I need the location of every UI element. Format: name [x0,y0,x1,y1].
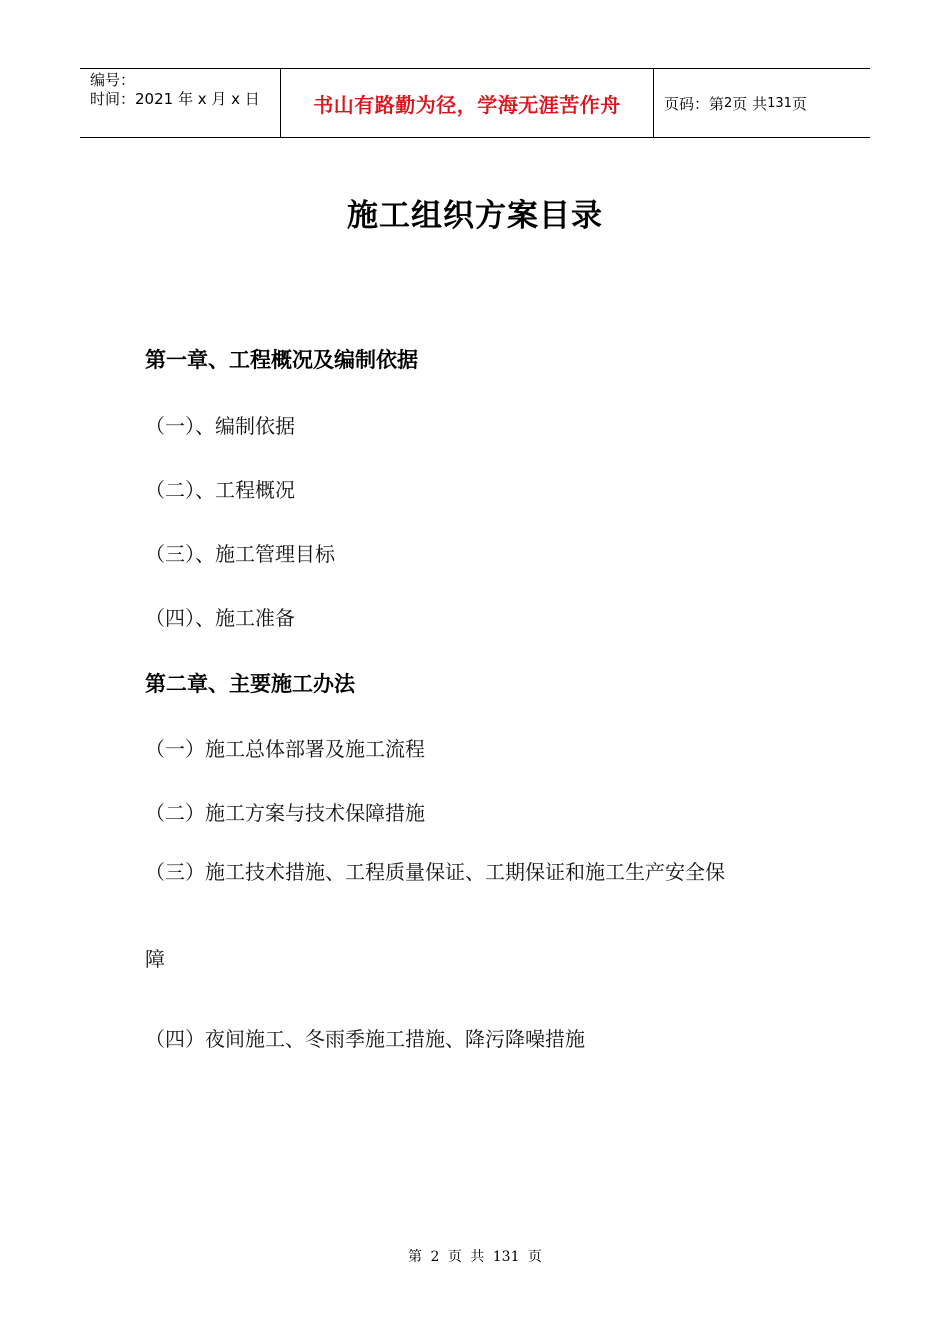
toc-chapter-1: 第一章、工程概况及编制依据 [145,348,418,372]
page-mid: 页 共 [732,94,768,113]
page-footer: 第 2 页 共 131 页 [408,1249,542,1265]
toc-item: （二）、工程概况 [145,478,295,502]
toc-item: （三）、施工管理目标 [145,542,335,566]
toc-item: （一）施工总体部署及施工流程 [145,737,425,761]
header-motto: 书山有路勤为径，学海无涯苦作舟 [281,69,654,137]
header-page-info [654,69,870,137]
page-current: 2 [724,95,733,111]
toc-item: （三）施工技术措施、工程质量保证、工期保证和施工生产安全保 [145,860,725,884]
toc-item: （四）夜间施工、冬雨季施工措施、降污降噪措施 [145,1027,585,1051]
toc-item: （四）、施工准备 [145,606,295,630]
page-prefix: 页码：第 [664,94,725,113]
document-title: 施工组织方案目录 [347,198,603,234]
header-meta [80,69,281,137]
time-label: 时间：2021 年 x 月 x 日 [90,90,260,108]
toc-chapter-2: 第二章、主要施工办法 [145,672,355,696]
toc-item: （二）施工方案与技术保障措施 [145,801,425,825]
toc-item-continuation: 障 [145,947,165,971]
page-suffix: 页 [791,94,807,113]
page-total: 131 [767,95,792,111]
page-header [80,68,870,138]
number-label: 编号： [90,71,136,89]
toc-item: （一）、编制依据 [145,414,295,438]
